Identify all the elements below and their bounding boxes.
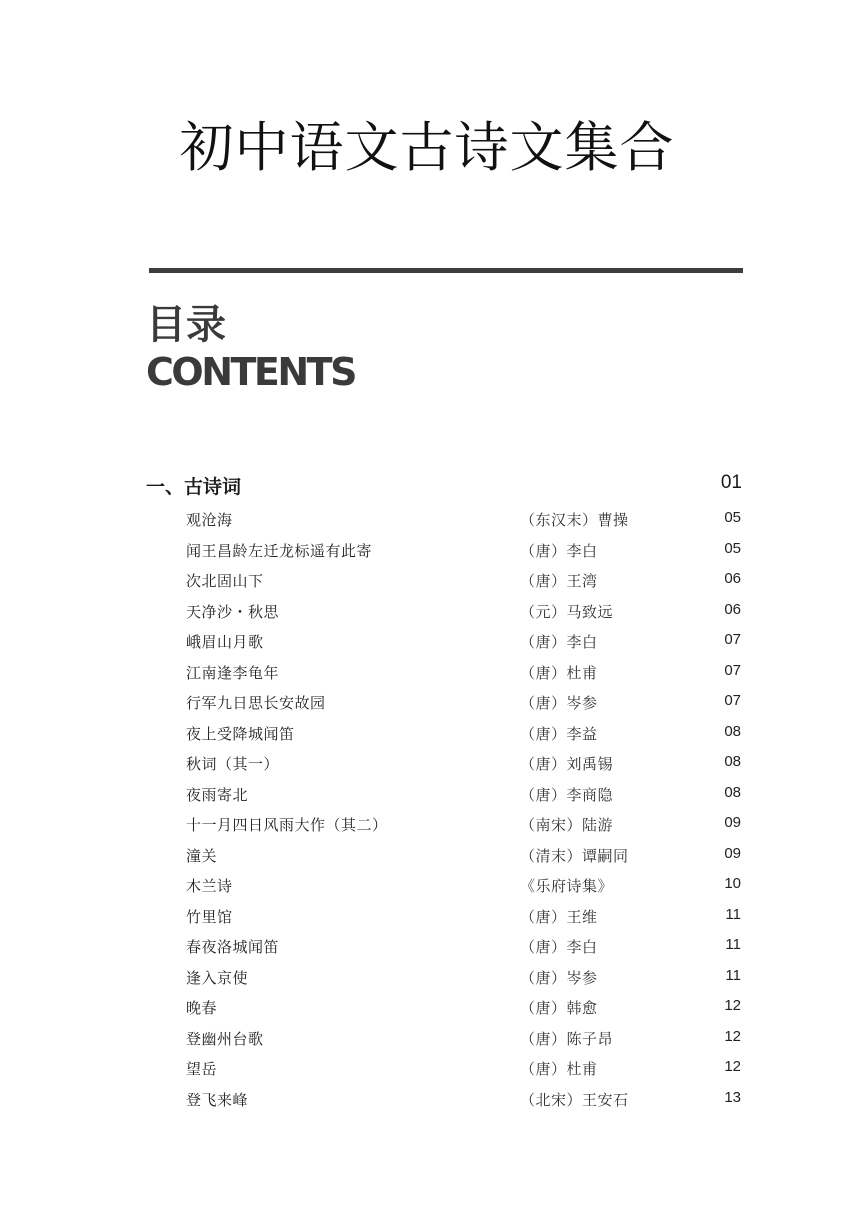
entry-page-number: 09: [724, 844, 741, 862]
entry-author: （唐）李商隐: [520, 785, 614, 804]
entry-title: 春夜洛城闻笛: [186, 938, 280, 956]
entry-page-number: 11: [725, 966, 741, 984]
toc-entry[interactable]: [0, 503, 854, 534]
entry-author: （唐）李白: [520, 633, 598, 651]
entry-page-number: 08: [724, 722, 741, 740]
section-page-number: 01: [720, 472, 742, 493]
entry-author: （南宋）陆游: [520, 816, 614, 834]
toc-section-row[interactable]: [146, 470, 742, 500]
toc-entry[interactable]: [0, 656, 854, 687]
entry-title: 峨眉山月歌: [186, 633, 264, 651]
entry-author: （唐）陈子昂: [520, 1029, 614, 1048]
entry-page-number: 07: [724, 692, 741, 709]
entry-page-number: 11: [725, 905, 741, 923]
toc-entry[interactable]: [0, 900, 854, 931]
entry-author: 《乐府诗集》: [520, 877, 614, 895]
entry-page-number: 06: [724, 600, 741, 618]
entry-page-number: 06: [724, 570, 741, 587]
document-title: 初中语文古诗文集合: [179, 116, 675, 179]
entry-page-number: 07: [724, 661, 741, 679]
entry-author: （唐）李白: [520, 541, 598, 560]
entry-author: （东汉末）曹操: [520, 511, 629, 529]
toc-entry[interactable]: [0, 686, 854, 717]
toc-heading: [146, 300, 355, 394]
toc-entry[interactable]: [0, 747, 854, 778]
entry-author: （唐）岑参: [520, 968, 598, 987]
toc-entry[interactable]: [0, 839, 854, 870]
entry-page-number: 05: [724, 539, 741, 557]
entry-title: 行军九日思长安故园: [186, 694, 326, 712]
toc-entry[interactable]: [0, 961, 854, 992]
entry-title: 次北固山下: [186, 572, 264, 590]
entry-title: 逢入京使: [186, 968, 249, 987]
entry-author: （唐）岑参: [520, 694, 598, 712]
entry-title: 望岳: [186, 1060, 218, 1078]
toc-entry[interactable]: [0, 564, 854, 595]
entry-author: （清末）谭嗣同: [520, 846, 629, 865]
toc-entry[interactable]: [0, 930, 854, 961]
toc-entry[interactable]: [0, 1083, 854, 1114]
entry-page-number: 12: [724, 997, 741, 1014]
toc-entry[interactable]: [0, 1052, 854, 1083]
entry-title: 天净沙・秋思: [186, 602, 280, 621]
section-title: 一、古诗词: [146, 476, 242, 498]
entry-title: 秋词（其一）: [186, 755, 280, 773]
entry-page-number: 10: [724, 875, 741, 892]
toc-entry[interactable]: [0, 778, 854, 809]
entry-author: （唐）杜甫: [520, 1060, 598, 1078]
entry-author: （唐）王维: [520, 907, 598, 926]
entry-author: （唐）李益: [520, 724, 598, 743]
entry-title: 观沧海: [186, 511, 233, 529]
entry-title: 晚春: [186, 999, 218, 1017]
toc-entry[interactable]: [0, 808, 854, 839]
entry-author: （唐）王湾: [520, 572, 598, 590]
entry-page-number: 13: [724, 1088, 741, 1106]
entry-title: 闻王昌龄左迁龙标遥有此寄: [186, 541, 373, 560]
entry-page-number: 05: [724, 509, 741, 526]
entry-author: （唐）杜甫: [520, 663, 598, 682]
entry-title: 江南逢李龟年: [186, 663, 280, 682]
entry-title: 登飞来峰: [186, 1090, 249, 1109]
toc-heading-cn: 目录: [146, 302, 226, 348]
entry-title: 木兰诗: [186, 877, 233, 895]
toc-entry-list: [0, 503, 854, 1113]
toc-entry[interactable]: [0, 534, 854, 565]
toc-entry[interactable]: [0, 625, 854, 656]
entry-title: 夜雨寄北: [186, 785, 249, 804]
toc-entry[interactable]: [0, 595, 854, 626]
entry-author: （北宋）王安石: [520, 1090, 629, 1109]
toc-entry[interactable]: [0, 1022, 854, 1053]
entry-page-number: 07: [724, 631, 741, 648]
entry-author: （唐）李白: [520, 938, 598, 956]
entry-author: （唐）刘禹锡: [520, 755, 614, 773]
entry-page-number: 12: [724, 1058, 741, 1075]
entry-title: 夜上受降城闻笛: [186, 724, 295, 743]
entry-title: 竹里馆: [186, 907, 233, 926]
toc-entry[interactable]: [0, 991, 854, 1022]
divider-rule: [149, 268, 743, 273]
entry-page-number: 11: [725, 936, 741, 953]
entry-title: 潼关: [186, 846, 218, 865]
toc-entry[interactable]: [0, 717, 854, 748]
entry-author: （唐）韩愈: [520, 999, 598, 1017]
entry-page-number: 08: [724, 753, 741, 770]
entry-page-number: 12: [724, 1027, 741, 1045]
entry-page-number: 09: [724, 814, 741, 831]
entry-author: （元）马致远: [520, 602, 614, 621]
toc-heading-en: CONTENTS: [146, 350, 355, 394]
entry-title: 登幽州台歌: [186, 1029, 264, 1048]
entry-title: 十一月四日风雨大作（其二）: [186, 816, 388, 834]
toc-entry[interactable]: [0, 869, 854, 900]
entry-page-number: 08: [724, 783, 741, 801]
